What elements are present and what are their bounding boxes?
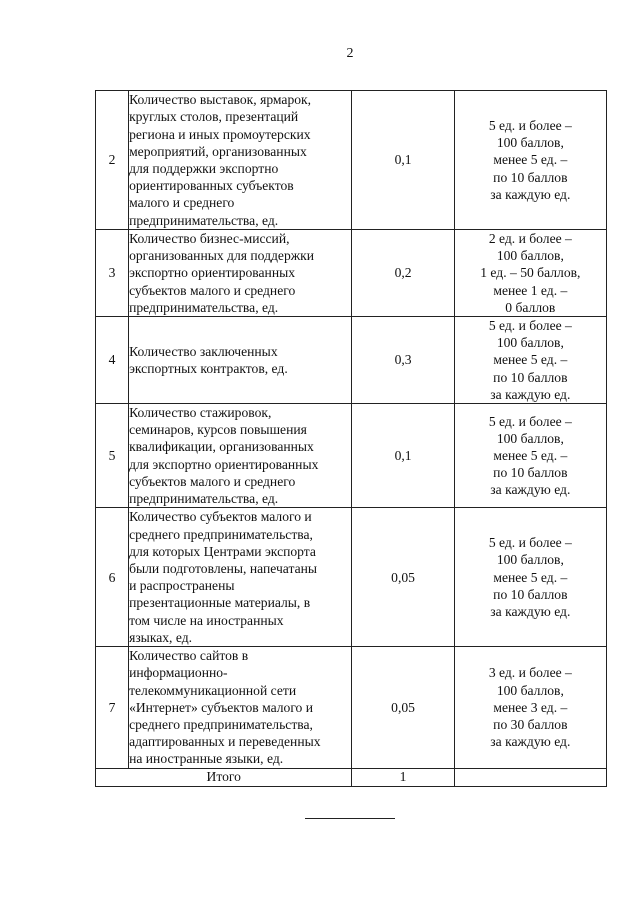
text-line: ориентированных субъектов — [129, 178, 294, 194]
scoring-rule — [454, 91, 606, 230]
text-line: 100 баллов, — [496, 552, 564, 568]
text-line: субъектов малого и среднего — [129, 473, 296, 489]
footer-divider — [305, 818, 395, 819]
text-line: за каждую ед. — [490, 604, 571, 620]
total-row — [96, 768, 607, 786]
row-number: 3 — [96, 230, 129, 317]
scoring-rule — [454, 508, 606, 647]
text-line: организованных для поддержки — [129, 248, 315, 264]
text-line: предпринимательства, ед. — [129, 491, 279, 507]
text-line: среднего предпринимательства, — [129, 526, 313, 542]
text-line: для которых Центрами экспорта — [129, 543, 316, 559]
scoring-rule — [454, 230, 606, 317]
text-line: среднего предпринимательства, — [129, 717, 313, 733]
table-row — [96, 404, 607, 508]
text-line: презентационные материалы, в — [129, 595, 311, 611]
text-line: «Интернет» субъектов малого и — [129, 699, 314, 715]
indicator-name — [129, 508, 352, 647]
indicator-name — [129, 404, 352, 508]
text-line: 5 ед. и более – — [488, 117, 572, 133]
total-score — [454, 768, 606, 786]
text-line: 100 баллов, — [496, 335, 564, 351]
text-line: менее 5 ед. – — [493, 352, 568, 368]
table-row — [96, 317, 607, 404]
text-line: 2 ед. и более – — [488, 231, 572, 246]
text-line: Количество стажировок, — [129, 405, 272, 421]
weight-value: 0,1 — [352, 91, 454, 230]
text-line: по 30 баллов — [493, 717, 568, 733]
text-line: за каждую ед. — [490, 186, 571, 202]
text-line: по 10 баллов — [493, 369, 568, 385]
weight-value: 0,3 — [352, 317, 454, 404]
text-line: экспортно ориентированных — [129, 265, 296, 281]
text-line: были подготовлены, напечатаны — [129, 561, 318, 577]
text-line: Количество бизнес-миссий, — [129, 231, 290, 246]
text-line: информационно- — [129, 665, 228, 681]
indicator-name — [129, 647, 352, 768]
text-line: предпринимательства, ед. — [129, 212, 279, 228]
text-line: мероприятий, организованных — [129, 143, 307, 159]
text-line: за каждую ед. — [490, 734, 571, 750]
text-line: менее 5 ед. – — [493, 152, 568, 168]
criteria-table — [95, 90, 607, 787]
text-line: 100 баллов, — [496, 682, 564, 698]
row-number: 5 — [96, 404, 129, 508]
indicator-name — [129, 317, 352, 404]
text-line: квалификации, организованных — [129, 439, 314, 455]
indicator-name — [129, 91, 352, 230]
total-weight: 1 — [352, 768, 454, 786]
scoring-rule — [454, 404, 606, 508]
text-line: менее 5 ед. – — [493, 569, 568, 585]
text-line: Количество субъектов малого и — [129, 509, 312, 525]
weight-value: 0,2 — [352, 230, 454, 317]
text-line: для поддержки экспортно — [129, 161, 279, 176]
text-line: адаптированных и переведенных — [129, 734, 321, 750]
text-line: по 10 баллов — [493, 169, 568, 185]
table-row — [96, 230, 607, 317]
text-line: экспортных контрактов, ед. — [129, 361, 288, 377]
text-line: 5 ед. и более – — [488, 535, 572, 551]
text-line: для экспортно ориентированных — [129, 456, 319, 472]
text-line: 5 ед. и более – — [488, 413, 572, 429]
weight-value: 0,05 — [352, 647, 454, 768]
text-line: за каждую ед. — [490, 482, 571, 498]
text-line: по 10 баллов — [493, 465, 568, 481]
indicator-name — [129, 230, 352, 317]
text-line: Количество выставок, ярмарок, — [129, 92, 312, 108]
row-number: 2 — [96, 91, 129, 230]
text-line: по 10 баллов — [493, 586, 568, 602]
text-line: языках, ед. — [129, 629, 193, 645]
row-number: 4 — [96, 317, 129, 404]
text-line: семинаров, курсов повышения — [129, 422, 307, 438]
text-line: за каждую ед. — [490, 386, 571, 402]
text-line: Количество сайтов в — [129, 648, 249, 664]
row-number: 7 — [96, 647, 129, 768]
weight-value: 0,1 — [352, 404, 454, 508]
text-line: субъектов малого и среднего — [129, 282, 296, 298]
text-line: региона и иных промоутерских — [129, 126, 311, 142]
text-line: телекоммуникационной сети — [129, 682, 297, 698]
text-line: Количество заключенных — [129, 343, 278, 359]
total-label: Итого — [96, 768, 352, 786]
text-line: 100 баллов, — [496, 135, 564, 151]
text-line: малого и среднего — [129, 195, 235, 211]
page-number: 2 — [346, 46, 354, 61]
text-line: 100 баллов, — [496, 248, 564, 264]
text-line: круглых столов, презентаций — [129, 109, 299, 125]
text-line: менее 1 ед. – — [493, 282, 568, 298]
text-line: менее 5 ед. – — [493, 448, 568, 464]
text-line: том числе на иностранных — [129, 612, 284, 628]
table-row — [96, 91, 607, 230]
scoring-rule — [454, 317, 606, 404]
table-row — [96, 647, 607, 768]
text-line: на иностранные языки, ед. — [129, 751, 284, 767]
text-line: менее 3 ед. – — [493, 699, 568, 715]
text-line: 100 баллов, — [496, 430, 564, 446]
text-line: предпринимательства, ед. — [129, 299, 279, 315]
text-line: 1 ед. – 50 баллов, — [480, 265, 581, 281]
scoring-rule — [454, 647, 606, 768]
table-row — [96, 508, 607, 647]
text-line: и распространены — [129, 578, 235, 594]
text-line: 3 ед. и более – — [488, 665, 572, 681]
text-line: 0 баллов — [505, 299, 556, 315]
weight-value: 0,05 — [352, 508, 454, 647]
row-number: 6 — [96, 508, 129, 647]
text-line: 5 ед. и более – — [488, 318, 572, 334]
